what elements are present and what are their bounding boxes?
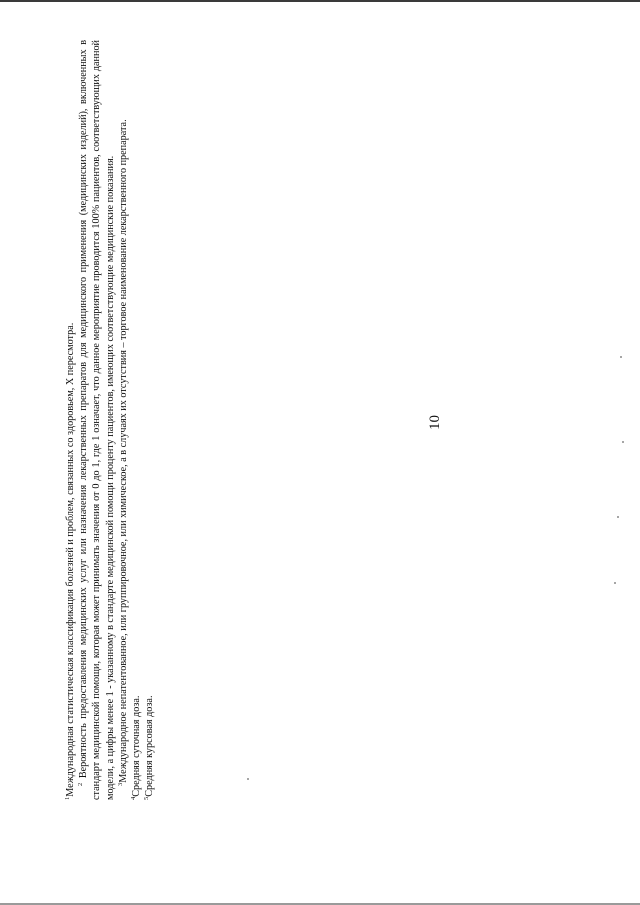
scan-top-edge (0, 0, 640, 2)
footnote (130, 40, 143, 800)
footnotes-block (64, 40, 156, 800)
footnote-text: Средняя суточная доза. (131, 695, 143, 797)
footnote (77, 40, 117, 800)
footnote-text: Средняя курсовая доза. (144, 695, 156, 797)
scan-speck (617, 516, 619, 518)
footnote-marker: 2 (77, 782, 85, 786)
scan-speck (622, 441, 624, 443)
footnote (117, 40, 130, 800)
footnote-marker: 5 (143, 796, 151, 800)
footnote-text: Вероятность предоставления медицинских услуг или назначения лекарственных препаратов для медицинского применения (медицинских изделий), включенных в стандарт медицинской помощи, которая может принимать значения от 0 до 1, где 1 означает, что данное мероприятие проводится 100% пациентов, соответствующих данной модели, а цифры менее 1 - указанному в стандарте медицинской помощи проценту пациентов, имеющих соответствующие медицинские показания. (78, 40, 116, 800)
scan-speck (620, 356, 622, 358)
footnote (64, 40, 77, 800)
footnote-text: Международная статистическая классификация болезней и проблем, связанных со здоровьем, X пересмотра. (65, 322, 76, 797)
footnote-text: Международное непатентованное, или группировочное, или химическое, а в случаях их отсутствия – торговое наименование лекарственного препарата. (117, 119, 129, 783)
footnote-marker: 3 (116, 782, 124, 786)
scan-speck (247, 778, 249, 780)
page-number: 10 (427, 415, 443, 430)
footnote (143, 40, 156, 800)
footnote-marker: 4 (130, 796, 138, 800)
scan-speck (614, 582, 616, 584)
footnote-marker: 1 (64, 796, 71, 800)
